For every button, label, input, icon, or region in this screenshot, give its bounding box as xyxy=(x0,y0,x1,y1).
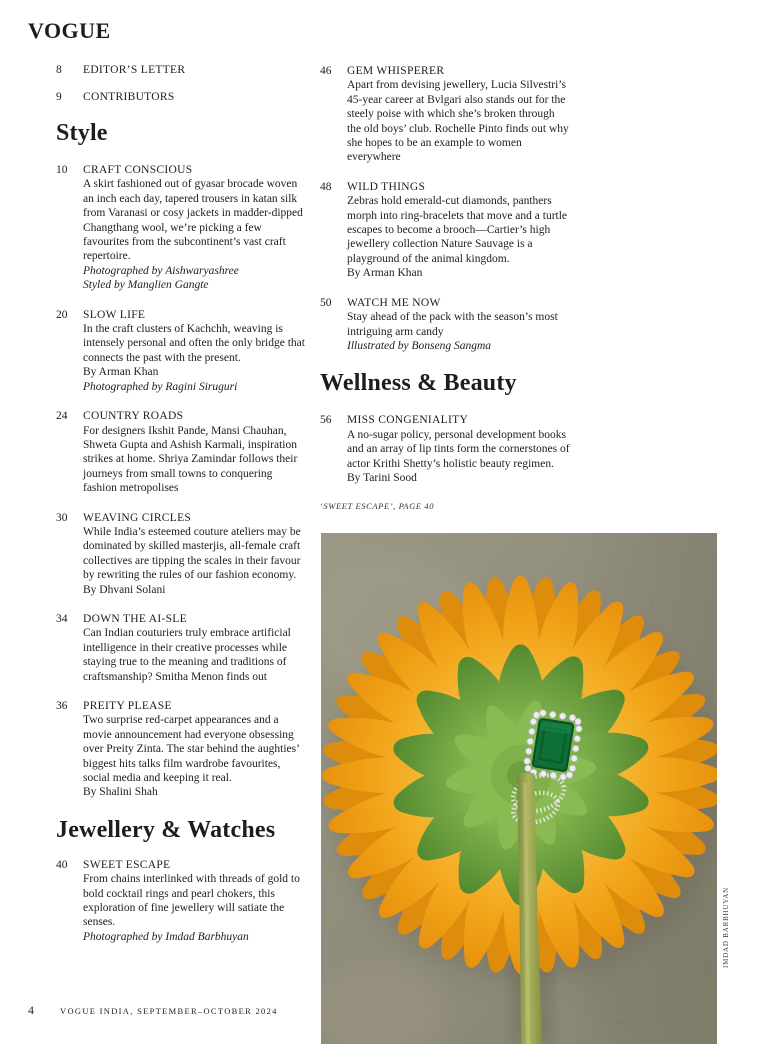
entry-credit: Photographed by Imdad Barbhuyan xyxy=(83,930,249,943)
toc-front-item xyxy=(56,91,308,103)
issue-line: VOGUE INDIA, SEPTEMBER–OCTOBER 2024 xyxy=(60,1006,278,1016)
entry-title: MISS CONGENIALITY xyxy=(347,414,469,427)
page-number: 50 xyxy=(320,296,332,309)
entry-title: WEAVING CIRCLES xyxy=(83,511,192,524)
page-number: 34 xyxy=(56,612,68,625)
toc-entry xyxy=(56,699,308,800)
entry-title: WILD THINGS xyxy=(347,180,426,193)
folio-page-number: 4 xyxy=(28,1003,34,1017)
entry-title: GEM WHISPERER xyxy=(347,65,445,77)
toc-entry xyxy=(56,163,308,293)
page-number: 56 xyxy=(320,414,332,427)
entry-credit: Illustrated by Bonseng Sangma xyxy=(347,339,492,352)
entry-title: EDITOR’S LETTER xyxy=(83,64,186,76)
entry-byline: By Arman Khan xyxy=(83,366,159,379)
page-number: 36 xyxy=(56,700,68,712)
page-number: 46 xyxy=(320,65,332,77)
entry-description: In the craft clusters of Kachchh, weaving is intensely personal and often the only bridge that connects the past with the present. xyxy=(83,323,305,364)
entry-description: Can Indian couturiers truly embrace artificial intelligence in their creative processes while staying true to the meaning and traditions of craftsmanship? Smitha Menon finds out xyxy=(83,627,291,683)
entry-credit: Photographed by Ragini Siruguri xyxy=(83,380,238,393)
section-heading-jewellery: Jewellery & Watches xyxy=(56,816,276,843)
entry-title: COUNTRY ROADS xyxy=(83,410,184,423)
entry-description: Zebras hold emerald-cut diamonds, panthers morph into ring-bracelets that move and a turtle escapes to become a brooch—Cartier’s high jewellery collection Nature Sauvage is a playground of the animal kingdom. xyxy=(347,195,568,265)
entry-byline: By Arman Khan xyxy=(347,267,423,280)
toc-entry xyxy=(56,308,308,394)
entry-description: For designers Ikshit Pande, Mansi Chauhan, Shweta Gupta and Ashish Karmali, inspiration strikes at home. Shriya Zamindar follows their journeys from small towns to conquering fashion metropolises xyxy=(83,424,298,495)
page-number: 30 xyxy=(56,511,68,524)
toc-entry xyxy=(320,180,570,281)
page-number: 9 xyxy=(56,91,62,103)
page-number: 8 xyxy=(56,64,62,76)
entry-description: From chains interlinked with threads of gold to bold cocktail rings and pearl chokers, this exploration of fine jewellery will satiate the senses. xyxy=(83,873,300,929)
entry-byline: By Shalini Shah xyxy=(83,786,158,799)
toc-entry xyxy=(56,511,308,597)
entry-byline: By Dhvani Solani xyxy=(83,583,166,596)
entry-title: SLOW LIFE xyxy=(83,308,146,321)
entry-description: A no-sugar policy, personal development books and an array of lip tints form the cornerstones of actor Krithi Shetty’s holistic beauty regimen. By Tarini Sood xyxy=(347,428,570,484)
entry-description: Apart from devising jewellery, Lucia Silvestri’s 45-year career at Bvlgari also stands out for the steely poise with which she’s broken through the old boys’ club. Rochelle Pinto finds out why she hopes to be an example to women everywhere xyxy=(347,79,569,164)
entry-description: Stay ahead of the pack with the season’s most intriguing arm candy xyxy=(347,311,558,338)
page-number: 10 xyxy=(56,164,68,176)
page-number: 48 xyxy=(320,180,332,193)
entry-title: CRAFT CONSCIOUS xyxy=(83,164,193,176)
entry-credit: Photographed by Aishwaryashree xyxy=(83,264,239,277)
entry-title: DOWN THE AI-SLE xyxy=(83,612,187,625)
page-number: 20 xyxy=(56,308,68,321)
toc-entry xyxy=(56,858,308,944)
sunflower-photo xyxy=(321,533,717,1044)
toc-front-item xyxy=(56,64,308,76)
photographer-credit: IMDAD BARBHUYAN xyxy=(722,886,730,968)
entry-credit: Styled by Manglien Gangte xyxy=(83,279,209,292)
toc-entry xyxy=(56,409,308,495)
vogue-masthead: VOGUE xyxy=(28,18,111,43)
toc-entry xyxy=(56,612,308,684)
entry-title: CONTRIBUTORS xyxy=(83,91,175,103)
toc-entry xyxy=(320,296,570,354)
section-heading-wellness: Wellness & Beauty xyxy=(320,370,517,397)
entry-title: SWEET ESCAPE xyxy=(83,858,171,871)
toc-entry xyxy=(320,64,570,165)
sunflower-illustration xyxy=(321,533,717,1044)
page-number: 40 xyxy=(56,858,68,871)
toc-entry xyxy=(320,413,570,485)
page-number: 24 xyxy=(56,410,68,423)
photo-caption: ‘SWEET ESCAPE’, PAGE 40 xyxy=(320,501,435,512)
page-footer xyxy=(28,1003,278,1018)
toc-right-column xyxy=(320,64,570,511)
entry-description: A skirt fashioned out of gyasar brocade woven an inch each day, tapered trousers in katan silk from Varanasi or cosy jackets in madder-dipped Changthang wool, we’re picking a few favourites from the subcontinent’s vast craft repertoire. xyxy=(83,178,303,263)
entry-title: PREITY PLEASE xyxy=(83,700,172,712)
entry-description: Two surprise red-carpet appearances and a movie announcement had everyone obsessing over Preity Zinta. The star behind the aughties’ biggest hits talks film wardrobe favourites, social media and keeping it real. xyxy=(83,714,300,785)
toc-left-column xyxy=(56,64,308,959)
entry-description: While India’s esteemed couture ateliers may be dominated by skilled masterjis, all-female craft collectives are tipping the scales in their favour by rewriting the rules of our fashion economy. xyxy=(83,525,301,582)
entry-title: WATCH ME NOW xyxy=(347,296,441,309)
section-heading-style: Style xyxy=(56,120,108,146)
